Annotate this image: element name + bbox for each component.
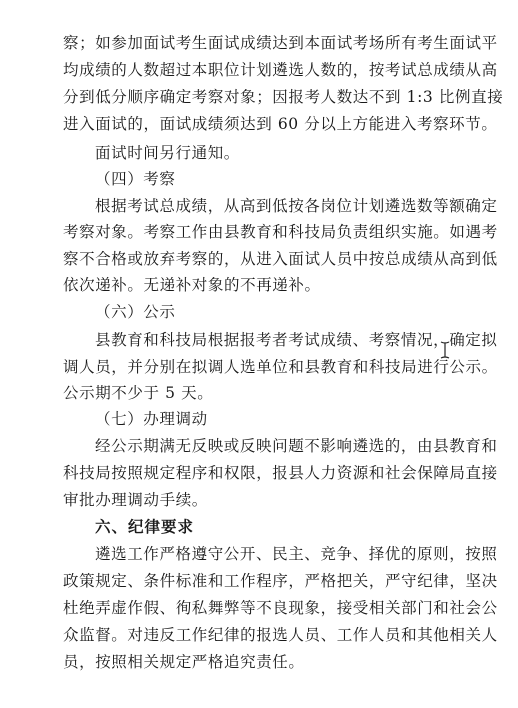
text-line: 分到低分顺序确定考察对象；因报考人数达不到 1:3 比例直接 (63, 88, 504, 106)
section-heading: 六、纪律要求 (95, 517, 195, 536)
section-subheading: （四）考察 (95, 170, 176, 188)
text-line: 依次递补。无递补对象的不再递补。 (63, 276, 321, 294)
text-line: 面试时间另行通知。 (95, 144, 240, 162)
text-line: 根据考试总成绩，从高到低按各岗位计划遴选数等额确定 (95, 197, 498, 215)
text-line: 科技局按照规定程序和权限，报县人力资源和社会保障局直接 (63, 464, 498, 482)
text-line: 遴选工作严格遵守公开、民主、竞争、择优的原则，按照 (95, 545, 498, 563)
text-line: 众监督。对违反工作纪律的报选人员、工作人员和其他相关人 (63, 626, 498, 644)
text-cursor-icon (437, 340, 453, 360)
text-line: 审批办理调动手续。 (63, 491, 208, 509)
text-line: 调人员，并分别在拟调人选单位和县教育和科技局进行公示。 (63, 358, 498, 376)
text-line: 察不合格或放弃考察的，从进入面试人员中按总成绩从高到低 (63, 250, 498, 268)
text-line: 考察对象。考察工作由县教育和科技局负责组织实施。如遇考 (63, 223, 498, 241)
section-subheading: （六）公示 (95, 303, 176, 321)
text-line: 公示期不少于 5 天。 (63, 384, 214, 402)
text-line: 经公示期满无反映或反映问题不影响遴选的，由县教育和 (95, 437, 498, 455)
text-line: 县教育和科技局根据报考者考试成绩、考察情况，确定拟 (95, 331, 498, 349)
text-line: 均成绩的人数超过本职位计划遴选人数的，按考试总成绩从高 (63, 61, 498, 79)
text-line: 察；如参加面试考生面试成绩达到本面试考场所有考生面试平 (63, 34, 498, 52)
text-line: 政策规定、条件标准和工作程序，严格把关，严守纪律，坚决 (63, 572, 498, 590)
text-line: 杜绝弄虚作假、徇私舞弊等不良现象，接受相关部门和社会公 (63, 599, 498, 617)
section-subheading: （七）办理调动 (95, 410, 208, 428)
text-line: 员，按照相关规定严格追究责任。 (63, 653, 305, 671)
text-line: 进入面试的，面试成绩须达到 60 分以上方能进入考察环节。 (63, 115, 498, 133)
